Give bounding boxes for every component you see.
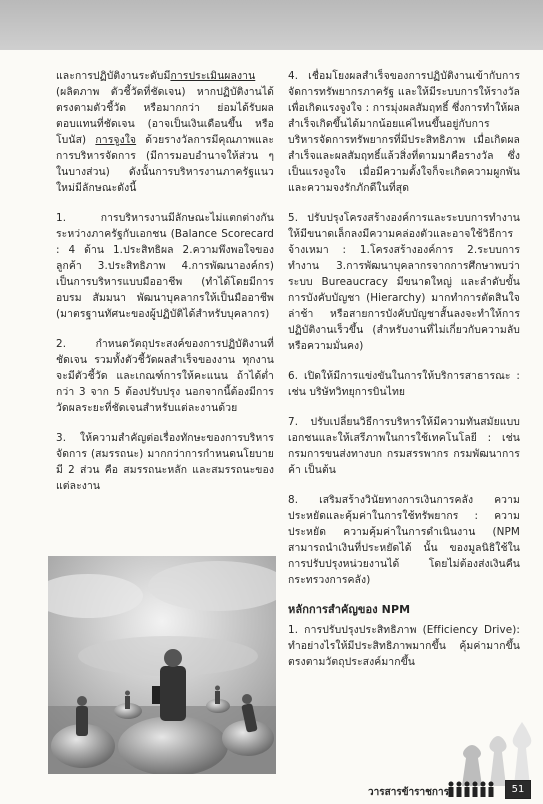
page-footer xyxy=(0,776,543,804)
item-4-paragraph: 4. เชื่อมโยงผลสำเร็จของการปฏิบัติงานเข้ากับการจัดการทรัพยากรภาครัฐ และให้มีระบบการให้รางวัลเพื่อเกิดแรงจูงใจ : การมุ่งผลสัมฤทธิ์ ซึ่งการทำให้ผลสำเร็จเกิดขึ้นได้มากน้อยแค่ไหนขึ้นอยู่กับการบริหารจัดการทรัพยากรที่มีประสิทธิภาพ เมื่อเกิดผลสำเร็จและผลสัมฤทธิ์แล้วสิ่งที่ตามมาคือรางวัล ซึ่งเป็นแรงจูงใจ เมื่อมีความตั้งใจก็จะเกิดความผูกพันและความจงรักภักดีในที่สุด xyxy=(288,70,520,194)
intro-text-a: และการปฏิบัติงานระดับมี xyxy=(56,70,171,82)
intro-text-b: การประเมินผลงาน xyxy=(170,70,256,82)
people-silhouettes-icon xyxy=(447,781,503,801)
item-5-paragraph: 5. ปรับปรุงโครงสร้างองค์การและระบบการทำงานให้มีขนาดเล็กลงมีความคล่องตัวและอาจใช้วิธีการจ้างเหมา : 1.โครงสร้างองค์การ 2.ระบบการทำงาน 3.การพัฒนาบุคลากรจากการศึกษาพบว่าระบบ Bureaucracy มีขนาดใหญ่ และลำดับขั้นการบังคับบัญชา (Hierarchy) มากทำการตัดสินใจล่าช้า หรือสายการบังคับบัญชาสั้นลงจะทำให้การปฏิบัติงานเร็วขึ้น (สำหรับงานที่ไม่เกี่ยวกับความลับ หรือความมั่นคง) xyxy=(288,212,520,352)
intro-text-e: ด้วยรางวัลการมีคุณภาพและการบริหารจัดการ (มีการมอบอำนาจให้ส่วน ๆ ในบางส่วน) ดังนั้นการบริหารงานภาครัฐแนวใหม่มีลักษณะดังนี้ xyxy=(56,134,274,194)
journal-title: วารสารข้าราชการ xyxy=(368,787,449,798)
item-7-paragraph: 7. ปรับเปลี่ยนวิธีการบริหารให้มีความทันสมัยแบบเอกชนและให้เสรีภาพในการใช้เทคโนโลยี : เช่น กรมการขนส่งทางบก กรมสรรพากร กรมพัฒนาการค้า เป็นต้น xyxy=(288,416,520,476)
item-8-paragraph: 8. เสริมสร้างวินัยทางการเงินการคลัง ความประหยัดและคุ้มค่าในการใช้ทรัพยากร : ความประหยัด ความคุ้มค่าในการดำเนินงาน (NPM สามารถนำเงินที่ประหยัดได้ นั้น ของมูลนิธิใช้ในการปรับปรุงหน่วยงานได้ โดยไม่ต้องส่งเงินคืนกระทรวงการคลัง) xyxy=(288,494,520,586)
right-column xyxy=(288,68,520,684)
item-2-paragraph: 2. กำหนดวัตถุประสงค์ของการปฏิบัติงานที่ชัดเจน รวมทั้งตัวชี้วัดผลสำเร็จของงาน ทุกงานจะมีตัวชี้วัด และเกณฑ์การให้คะแนน ถ้าได้ต่ำกว่า 3 จาก 5 ต้องปรับปรุง นอกจากนี้ต้องมีการวัดผลระยะที่ชัดเจนสำหรับแต่ละงานด้วย xyxy=(56,338,274,414)
npm-principles-heading: หลักการสำคัญของ NPM xyxy=(288,603,411,616)
intro-text-c: (ผลิตภาพ ตัวชี้วัดที่ชัดเจน) หากปฏิบัติงานได้ตรงตามตัวชี้วัด หรือมากกว่า ย่อมได้รับผลตอบแทนที่ชัดเจน (อาจเป็นเงินเดือนขึ้น หรือโบนัส) xyxy=(56,86,274,146)
intro-text-d: การจูงใจ xyxy=(95,134,137,146)
page-number: 51 xyxy=(505,780,531,799)
item-1-paragraph: 1. การบริหารงานมีลักษณะไม่แตกต่างกันระหว่างภาครัฐกับเอกชน (Balance Scorecard : 4 ด้าน 1.ประสิทธิผล 2.ความพึงพอใจของลูกค้า 3.ประสิทธิภาพ 4.การพัฒนาองค์กร) เป็นการบริหารแบบมืออาชีพ (ทำได้โดยมีการอบรม สัมมนา พัฒนาบุคลากรให้เป็นมืออาชีพ (มาตรฐานทัศนะของผู้ปฏิบัติได้สำหรับบุคลากร) xyxy=(56,212,274,320)
intro-paragraph xyxy=(56,68,274,196)
principle-1-paragraph: 1. การปรับปรุงประสิทธิภาพ (Efficiency Drive): ทำอย่างไรให้มีประสิทธิภาพมากขึ้น คุ้มค่ามากขึ้น ตรงตามวัตถุประสงค์มากขึ้น xyxy=(288,624,520,668)
header-band xyxy=(0,0,543,50)
businessmen-photo xyxy=(48,556,276,774)
left-column xyxy=(56,68,274,508)
item-6-paragraph: 6. เปิดให้มีการแข่งขันในการให้บริการสาธารณะ : เช่น บริษัทวิทยุการบินไทย xyxy=(288,370,520,398)
item-3-paragraph: 3. ให้ความสำคัญต่อเรื่องทักษะของการบริหารจัดการ (สมรรถนะ) มากกว่าการกำหนดนโยบายมี 2 ส่วน คือ สมรรถนะหลัก และสมรรถนะของแต่ละงาน xyxy=(56,432,274,492)
